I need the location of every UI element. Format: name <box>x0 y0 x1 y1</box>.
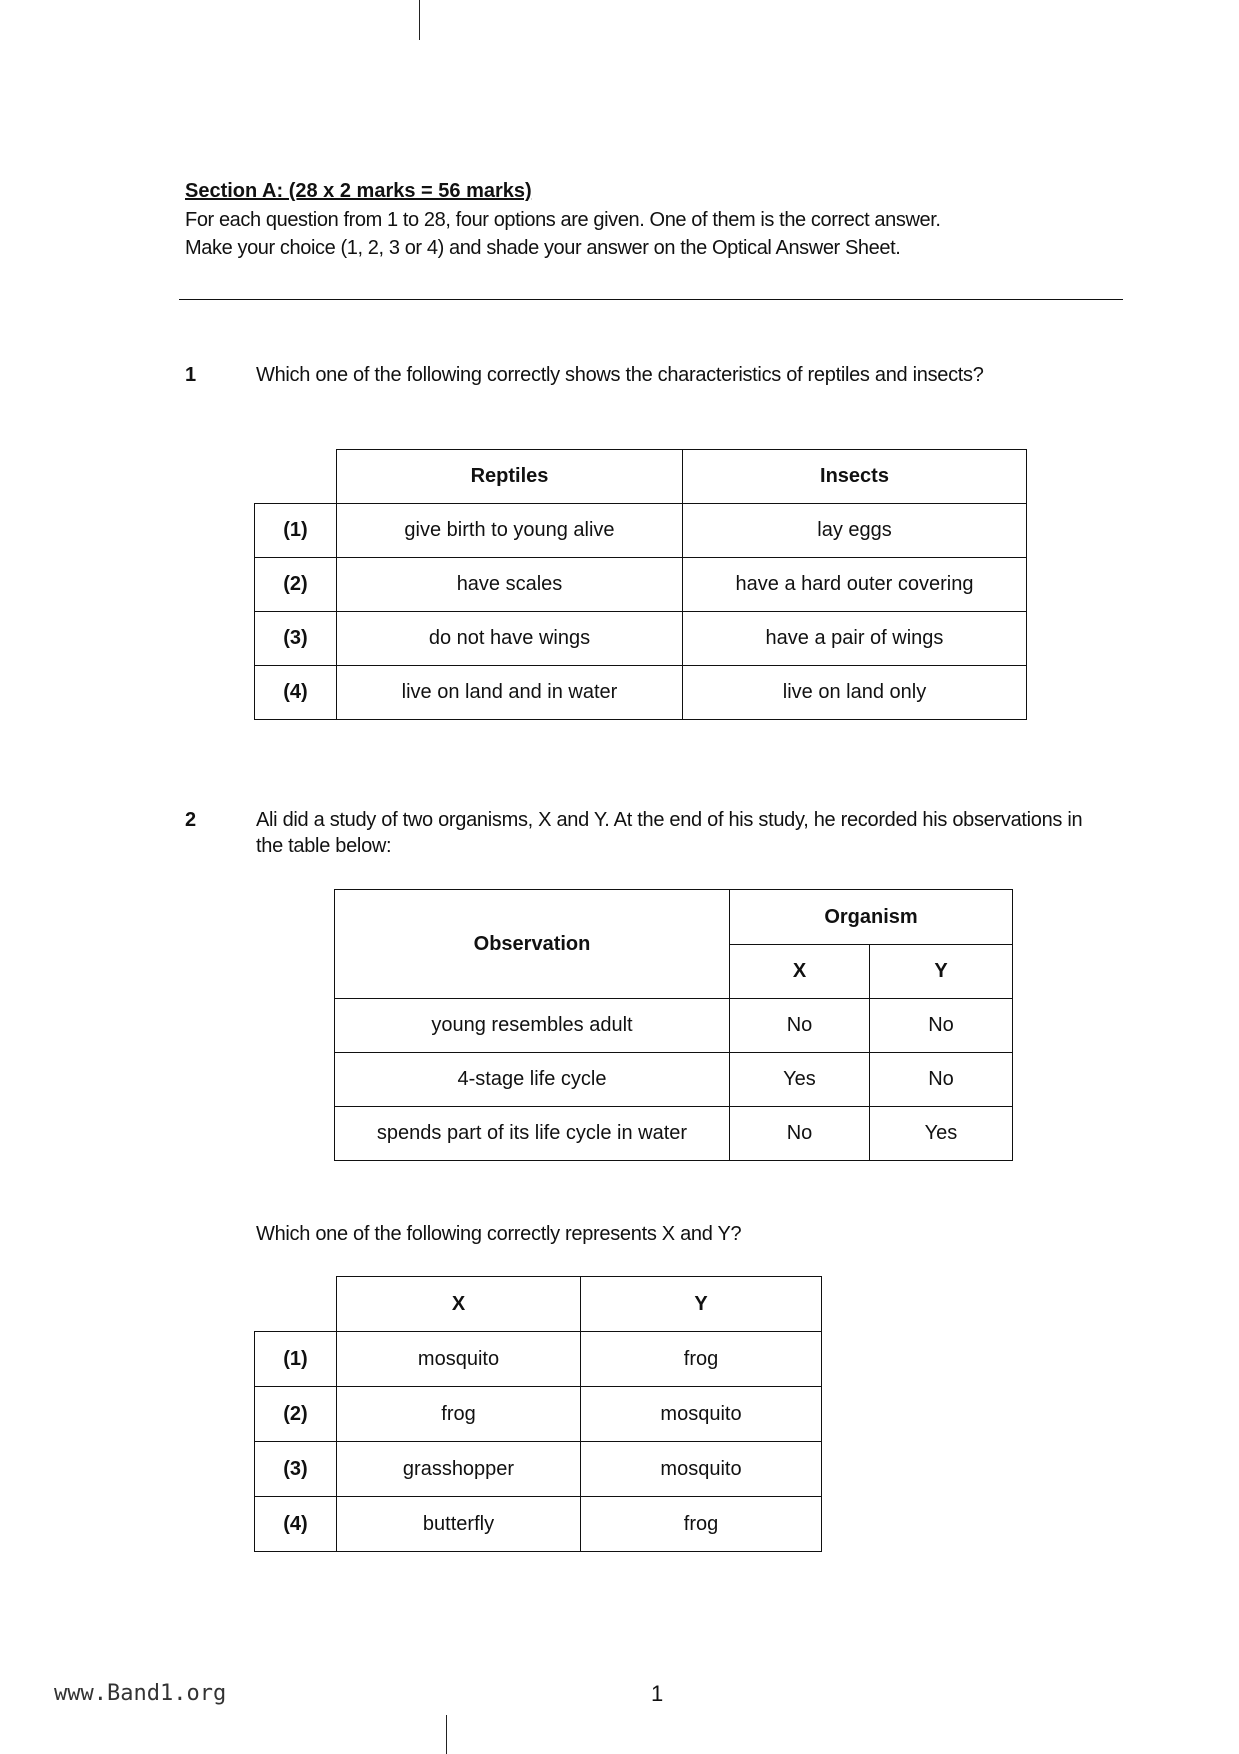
question-number: 1 <box>185 364 197 386</box>
question-text: Which one of the following correctly shows the characteristics of reptiles and insects? <box>256 364 984 386</box>
section-instructions <box>185 206 1125 262</box>
instruction-line: For each question from 1 to 28, four options are given. One of them is the correct answer. <box>185 209 941 231</box>
table-row: (4) live on land and in water live on land only <box>255 666 1027 720</box>
header-observation: Observation <box>335 890 730 999</box>
question-number: 2 <box>185 809 197 831</box>
scan-artifact-line <box>446 1715 447 1754</box>
header-insects: Insects <box>683 450 1027 504</box>
q2-observation-table: Observation Organism X Y young resembles adult No No 4-stage life cycle Yes No spends part of its life cycle in water No Yes <box>334 889 1013 1161</box>
divider <box>179 299 1123 300</box>
table-row: 4-stage life cycle Yes No <box>335 1053 1013 1107</box>
table-row: (3) do not have wings have a pair of wings <box>255 612 1027 666</box>
instruction-line: Make your choice (1, 2, 3 or 4) and shade your answer on the Optical Answer Sheet. <box>185 237 901 259</box>
table-row: (1) mosquito frog <box>255 1332 822 1387</box>
table-row: (1) give birth to young alive lay eggs <box>255 504 1027 558</box>
table-row: (2) have scales have a hard outer covering <box>255 558 1027 612</box>
header-reptiles: Reptiles <box>337 450 683 504</box>
table-row: spends part of its life cycle in water No Yes <box>335 1107 1013 1161</box>
q1-table <box>254 449 1027 720</box>
table-row: young resembles adult No No <box>335 999 1013 1053</box>
table-row: (4) butterfly frog <box>255 1497 822 1552</box>
header-organism: Organism <box>730 890 1013 945</box>
q2-options-table: X Y (1) mosquito frog (2) frog mosquito (3) grasshopper mosquito (4) butterfly frog <box>254 1276 822 1552</box>
question-text: Which one of the following correctly represents X and Y? <box>256 1223 742 1245</box>
question-text: Ali did a study of two organisms, X and Y. At the end of his study, he recorded his observations in the table below: <box>256 809 1083 857</box>
footer-website: www.Band1.org <box>54 1681 227 1706</box>
scan-artifact-line <box>419 0 420 40</box>
page-number: 1 <box>651 1681 664 1706</box>
table-row: (3) grasshopper mosquito <box>255 1442 822 1497</box>
table-row: (2) frog mosquito <box>255 1387 822 1442</box>
section-title: Section A: (28 x 2 marks = 56 marks) <box>185 180 532 202</box>
